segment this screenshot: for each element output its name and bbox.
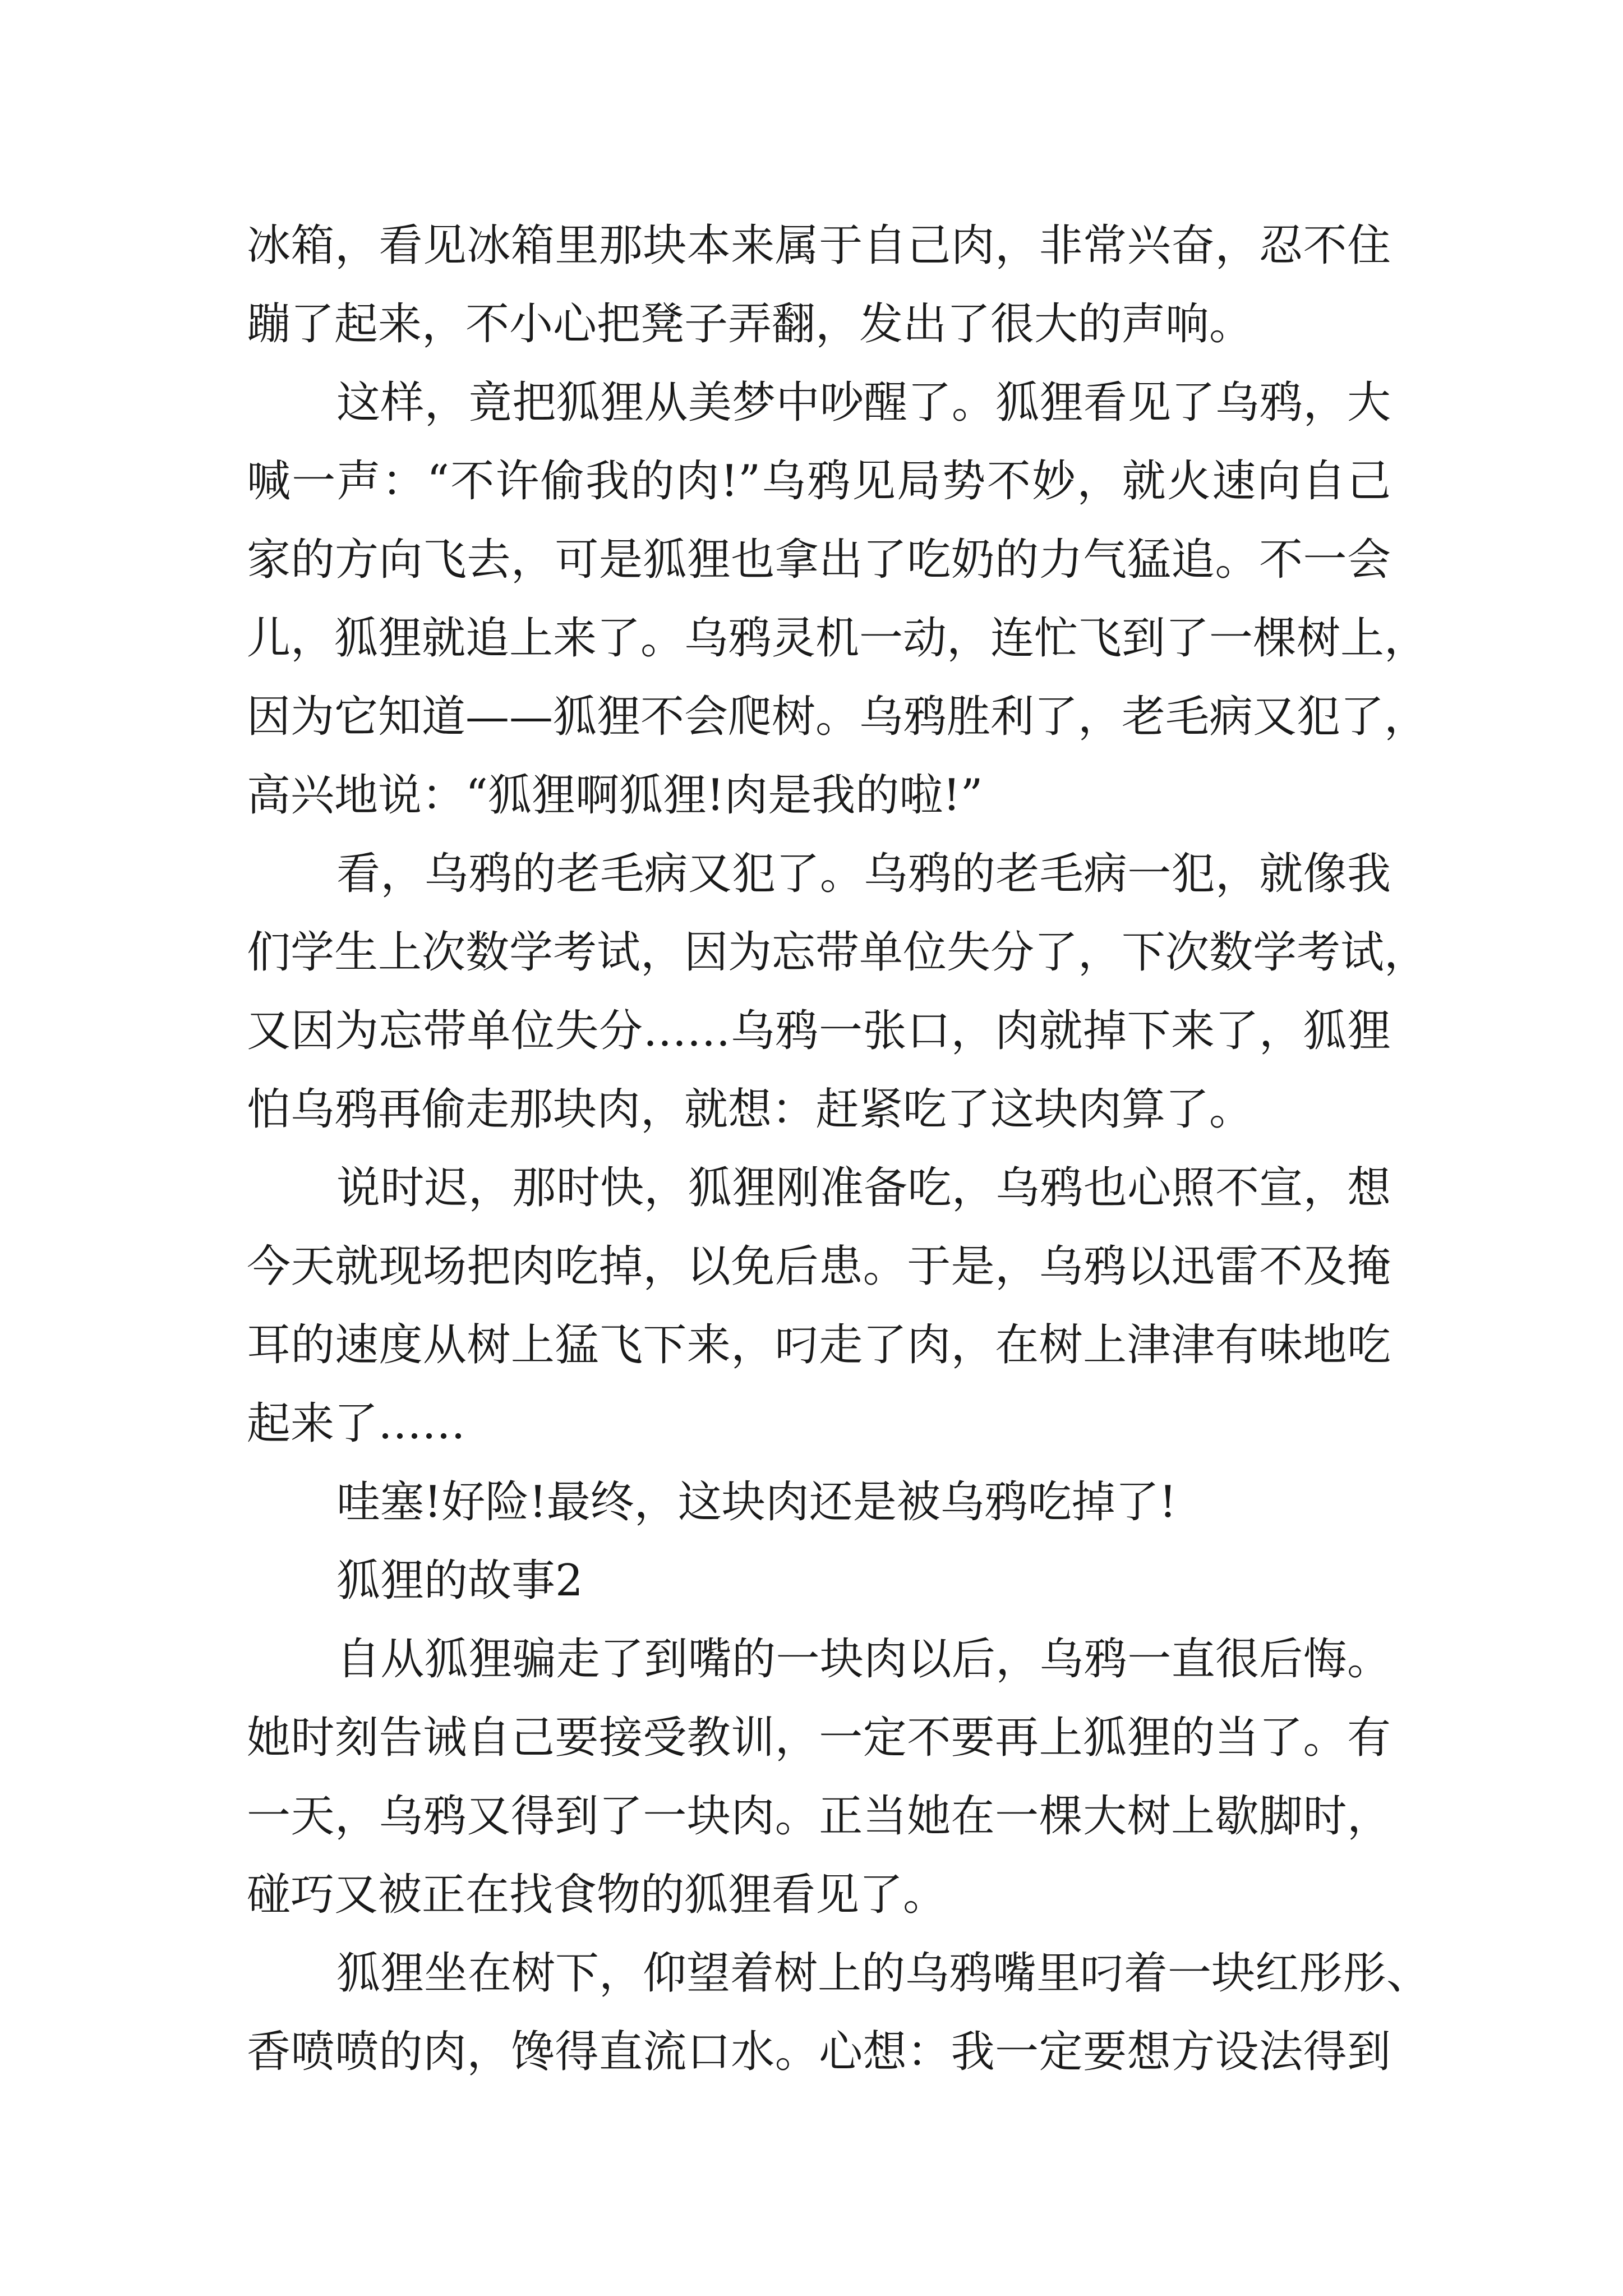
text-line: 儿，狐狸就追上来了。乌鸦灵机一动，连忙飞到了一棵树上， [247, 613, 1428, 664]
paragraph-start-line: 哇塞!好险!最终，这块肉还是被乌鸦吃掉了! [336, 1477, 1177, 1527]
paragraph-start-line: 这样，竟把狐狸从美梦中吵醒了。狐狸看见了乌鸦，大 [336, 378, 1391, 428]
text-line: 一天，乌鸦又得到了一块肉。正当她在一棵大树上歇脚时， [247, 1791, 1391, 1842]
paragraph-start-line: 狐狸坐在树下，仰望着树上的乌鸦嘴里叼着一块红彤彤、 [336, 1948, 1431, 1999]
paragraph-start-line: 看，乌鸦的老毛病又犯了。乌鸦的老毛病一犯，就像我 [336, 849, 1391, 899]
text-line: 起来了…… [247, 1398, 466, 1449]
paragraph-start-line: 自从狐狸骗走了到嘴的一块肉以后，乌鸦一直很后悔。 [336, 1634, 1391, 1685]
text-line: 冰箱，看见冰箱里那块本来属于自己肉，非常兴奋，忍不住 [247, 220, 1391, 271]
text-line: 因为它知道——狐狸不会爬树。乌鸦胜利了，老毛病又犯了， [247, 692, 1428, 742]
text-line: 碰巧又被正在找食物的狐狸看见了。 [247, 1870, 947, 1920]
text-line: 耳的速度从树上猛飞下来，叼走了肉，在树上津津有味地吃 [247, 1320, 1391, 1370]
text-line: 她时刻告诫自己要接受教训，一定不要再上狐狸的当了。有 [247, 1713, 1391, 1763]
text-line: 喊一声：“不许偷我的肉!”乌鸦见局势不妙，就火速向自己 [247, 456, 1391, 507]
paragraph-start-line: 说时迟，那时快，狐狸刚准备吃，乌鸦也心照不宣，想 [336, 1163, 1391, 1213]
text-line: 怕乌鸦再偷走那块肉，就想：赶紧吃了这块肉算了。 [247, 1084, 1253, 1135]
text-line: 又因为忘带单位失分……乌鸦一张口，肉就掉下来了，狐狸 [247, 1006, 1391, 1056]
text-line: 家的方向飞去，可是狐狸也拿出了吃奶的力气猛追。不一会 [247, 535, 1391, 585]
text-line: 们学生上次数学考试，因为忘带单位失分了，下次数学考试， [247, 927, 1428, 978]
text-line: 今天就现场把肉吃掉，以免后患。于是，乌鸦以迅雷不及掩 [247, 1241, 1391, 1292]
text-line: 高兴地说：“狐狸啊狐狸!肉是我的啦!” [247, 770, 983, 821]
text-line: 蹦了起来，不小心把凳子弄翻，发出了很大的声响。 [247, 299, 1253, 349]
section-heading: 狐狸的故事2 [336, 1556, 583, 1606]
text-line: 香喷喷的肉，馋得直流口水。心想：我一定要想方设法得到 [247, 2027, 1391, 2077]
